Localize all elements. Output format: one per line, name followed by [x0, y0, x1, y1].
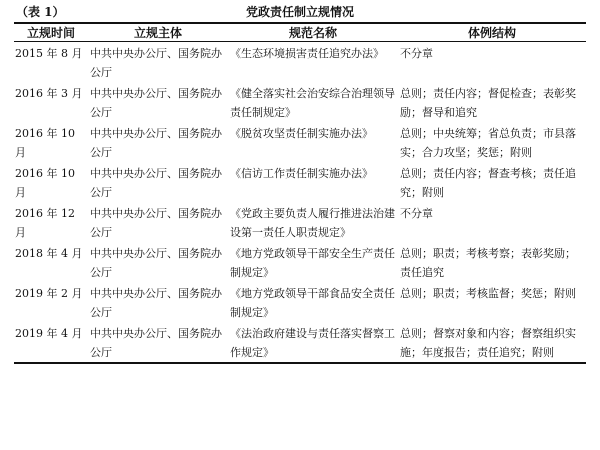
cell-issuer: 中共中央办公厅、国务院办公厅	[90, 127, 222, 159]
cell-name: 《法治政府建设与责任落实督察工作规定》	[230, 327, 395, 359]
header-row	[14, 23, 586, 42]
table-number-label: （表 1）	[16, 5, 65, 19]
cell-issuer: 中共中央办公厅、国务院办公厅	[90, 287, 222, 319]
cell-structure: 总则；责任内容；督促检查；表彰奖励；督导和追究	[400, 87, 576, 119]
table-row	[14, 242, 586, 282]
table-row	[14, 82, 586, 122]
cell-date: 2019 年 4 月	[15, 327, 83, 340]
table-row	[14, 122, 586, 162]
table-row	[14, 282, 586, 322]
cell-structure: 不分章	[400, 47, 433, 60]
table-row	[14, 202, 586, 242]
cell-date: 2016 年 10 月	[15, 167, 75, 199]
cell-date: 2016 年 12 月	[15, 207, 75, 239]
cell-issuer: 中共中央办公厅、国务院办公厅	[90, 207, 222, 239]
cell-name: 《地方党政领导干部安全生产责任制规定》	[230, 247, 395, 279]
table-caption	[0, 3, 600, 19]
header-issuer: 立规主体	[88, 23, 228, 42]
cell-structure: 总则；督察对象和内容；督察组织实施；年度报告；责任追究；附则	[400, 327, 576, 359]
header-structure: 体例结构	[398, 23, 586, 42]
cell-name: 《地方党政领导干部食品安全责任制规定》	[230, 287, 395, 319]
cell-date: 2016 年 10 月	[15, 127, 75, 159]
cell-date: 2019 年 2 月	[15, 287, 83, 300]
cell-issuer: 中共中央办公厅、国务院办公厅	[90, 327, 222, 359]
header-date: 立规时间	[14, 23, 88, 42]
cell-date: 2018 年 4 月	[15, 247, 83, 260]
table-title: 党政责任制立规情况	[245, 5, 354, 19]
cell-name: 《党政主要负责人履行推进法治建设第一责任人职责规定》	[230, 207, 395, 239]
cell-issuer: 中共中央办公厅、国务院办公厅	[90, 167, 222, 199]
cell-structure: 总则；责任内容；督查考核；责任追究；附则	[400, 167, 576, 199]
cell-name: 《信访工作责任制实施办法》	[230, 167, 373, 180]
regulations-table	[14, 22, 586, 364]
cell-date: 2016 年 3 月	[15, 87, 83, 100]
table-row	[14, 322, 586, 363]
cell-name: 《脱贫攻坚责任制实施办法》	[230, 127, 373, 140]
cell-date: 2015 年 8 月	[15, 47, 83, 60]
cell-name: 《健全落实社会治安综合治理领导责任制规定》	[230, 87, 395, 119]
cell-name: 《生态环境损害责任追究办法》	[230, 47, 384, 60]
table-row	[14, 42, 586, 83]
cell-structure: 不分章	[400, 207, 433, 220]
cell-structure: 总则；职责；考核考察；表彰奖励；责任追究	[400, 247, 576, 279]
header-name: 规范名称	[228, 23, 398, 42]
cell-structure: 总则；中央统筹；省总负责；市县落实；合力攻坚；奖惩；附则	[400, 127, 576, 159]
cell-issuer: 中共中央办公厅、国务院办公厅	[90, 47, 222, 79]
cell-issuer: 中共中央办公厅、国务院办公厅	[90, 87, 222, 119]
cell-issuer: 中共中央办公厅、国务院办公厅	[90, 247, 222, 279]
table-row	[14, 162, 586, 202]
cell-structure: 总则；职责；考核监督；奖惩；附则	[400, 287, 576, 300]
